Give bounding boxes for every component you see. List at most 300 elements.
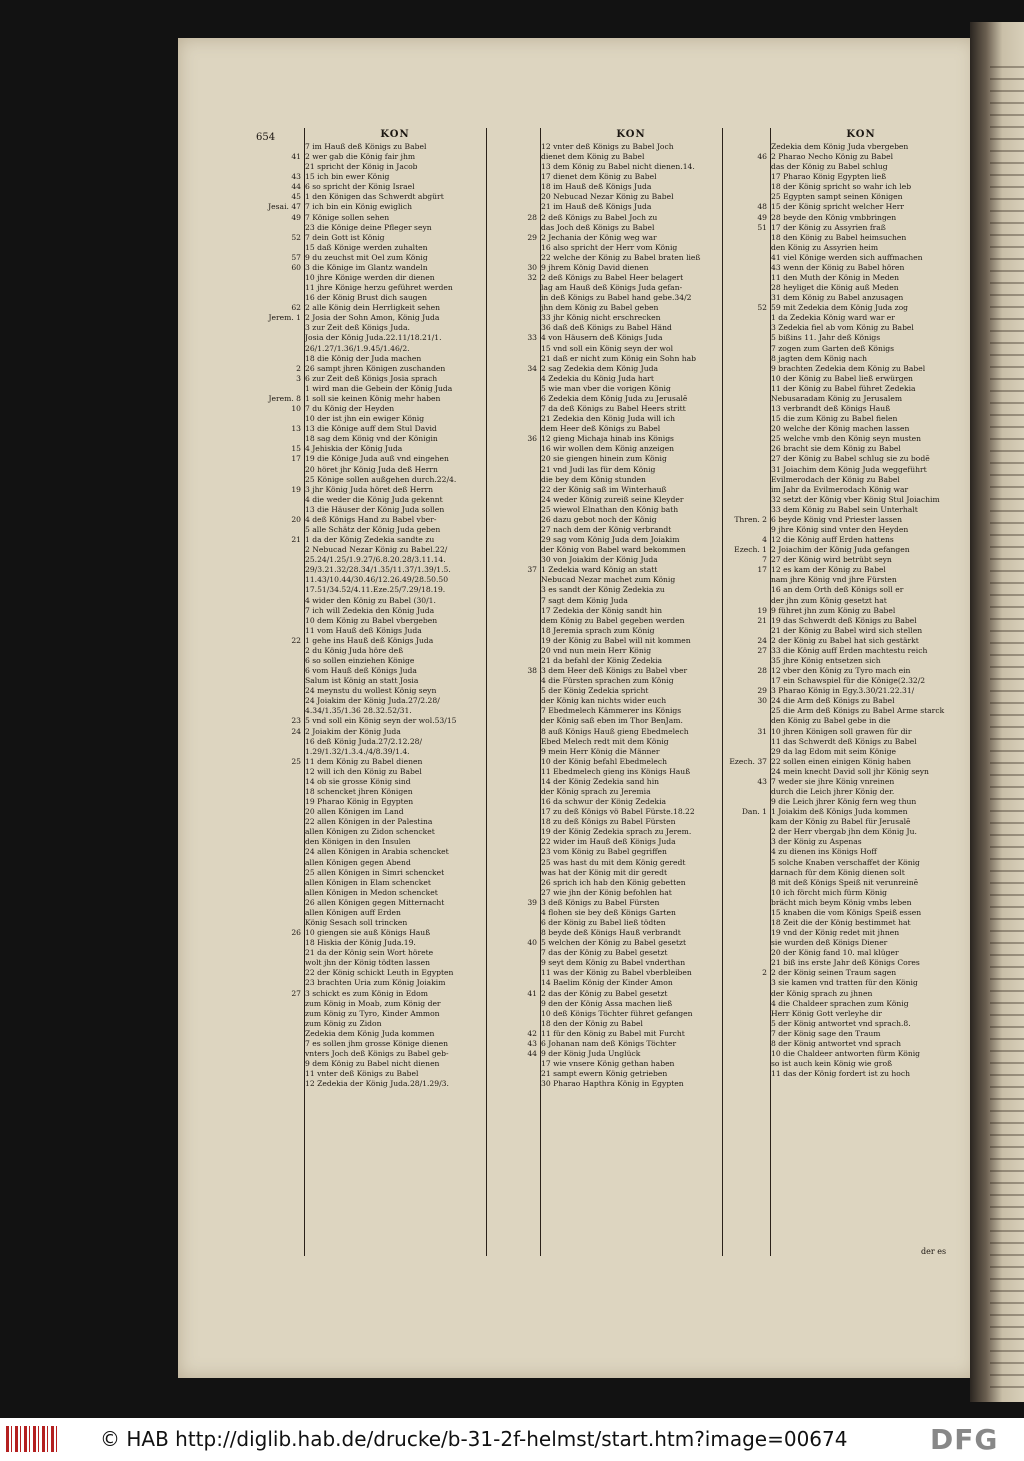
index-entry: [305, 344, 485, 354]
index-entry: [541, 817, 721, 827]
margin-reference: 20: [291, 514, 301, 524]
index-entry: [757, 696, 951, 706]
entry-text: 3 die Könige im Glantz wandeln: [305, 262, 428, 272]
index-entry: [541, 636, 721, 646]
index-entry: [771, 837, 951, 847]
index-entry: [541, 908, 721, 918]
index-entry: [757, 303, 951, 313]
entry-text: 16 da schwur der König Zedekia: [541, 797, 667, 807]
entry-text: Zedekia dem König Juda vbergeben: [771, 142, 909, 151]
entry-text: allen Königen zu Zidon schencket: [305, 827, 435, 837]
entry-text: 11 dem König zu Babel dienen: [305, 756, 423, 766]
index-entry: [771, 978, 951, 988]
entry-text: 7 der König sage den Traum: [771, 1028, 881, 1038]
entry-text: 1 da Zedekia König ward war er: [771, 313, 895, 323]
margin-reference: 52: [291, 232, 301, 242]
margin-reference: 41: [291, 152, 301, 162]
index-entry: [305, 817, 485, 827]
entry-text: 18 im Hauß deß Königs Juda: [541, 182, 652, 192]
entry-text: 14 der König Zedekia sand hin: [541, 776, 660, 786]
entry-text: vnters Joch deß Königs zu Babel geb-: [305, 1049, 449, 1059]
entry-text: Josia der König Juda.22.11/18.21/1.: [305, 333, 442, 343]
index-entry: [541, 142, 721, 152]
index-entry: [757, 222, 951, 233]
index-entry: [541, 354, 721, 364]
entry-text: 8 mit deß Königs Speiß nit verunreinē: [771, 877, 919, 887]
index-entry: [541, 344, 721, 354]
index-entry: [541, 394, 721, 404]
index-entry: [541, 243, 721, 253]
index-entry: [771, 364, 951, 374]
index-entry: [771, 243, 951, 253]
index-entry: [305, 948, 485, 958]
margin-reference: 52: [757, 303, 767, 313]
entry-text: 2 deß Königs zu Babel Joch zu: [541, 212, 658, 222]
index-entry: [541, 404, 721, 414]
margin-reference: 42: [527, 1028, 537, 1038]
entry-text: 15 knaben die vom Königs Speiß essen: [771, 907, 922, 917]
margin-reference: 13: [291, 424, 301, 434]
entry-text: Nebucad Nezar machet zum König: [541, 575, 676, 585]
index-entry: [305, 283, 485, 293]
index-entry: [541, 868, 721, 878]
entry-text: 2 der Herr vbergab jhn dem König Ju.: [771, 827, 917, 837]
entry-text: 28 beyde den König vmbbringen: [771, 212, 897, 222]
index-entry: [771, 817, 951, 827]
entry-text: 26 allen Königen gegen Mitternacht: [305, 897, 445, 907]
entry-text: 13 die Häuser der König Juda sollen: [305, 504, 445, 514]
margin-reference: 46: [757, 152, 767, 162]
entry-text: 19 das Schwerdt deß Königs zu Babel: [771, 615, 917, 625]
entry-text: 5 welchen der König zu Babel gesetzt: [541, 938, 687, 948]
index-entry: [305, 162, 485, 172]
entry-text: 1 gehe ins Hauß deß Königs Juda: [305, 635, 434, 645]
entry-text: 17 zu deß Königs vö Babel Fürste.18.22: [541, 807, 695, 817]
index-entry: [541, 152, 721, 162]
margin-reference: 37: [527, 565, 537, 575]
index-entry: [757, 666, 951, 676]
library-barcode-icon: [6, 1426, 58, 1452]
margin-reference: 40: [527, 938, 537, 948]
entry-text: das Joch deß Königs zu Babel: [541, 222, 655, 232]
index-entry: [541, 1079, 721, 1089]
index-entry: [305, 858, 485, 868]
index-entry: [771, 596, 951, 606]
margin-reference: 27: [291, 988, 301, 998]
index-entry: [762, 535, 951, 545]
margin-reference: 57: [291, 252, 301, 262]
margin-reference: 7: [762, 555, 767, 565]
entry-text: 8 jagten dem König nach: [771, 353, 868, 363]
index-entry: [757, 635, 951, 646]
entry-text: 20 sie giengen hinein zum König: [541, 454, 667, 464]
entry-text: den König zu Babel gebe in die: [771, 716, 891, 726]
entry-text: 16 deß König Juda.27/2.12.28/: [305, 736, 423, 746]
margin-reference: Jesai. 47: [268, 202, 301, 212]
entry-text: 3 Pharao König in Egy.3.30/21.22.31/: [771, 686, 915, 696]
index-entry: [541, 495, 721, 505]
index-entry: [541, 1069, 721, 1079]
index-entry: [541, 253, 721, 263]
index-entry: [305, 606, 485, 616]
entry-text: 20 der König fand 10. mal klüger: [771, 948, 899, 958]
index-entry: [541, 948, 721, 958]
index-entry: [771, 283, 951, 293]
index-entry: [541, 454, 721, 464]
entry-text: 9 jhre König sind vnter den Heyden: [771, 524, 909, 534]
index-entry: [305, 676, 485, 686]
index-entry: [541, 485, 721, 495]
margin-reference: 24: [757, 635, 767, 645]
entry-text: 16 der König Brust dich saugen: [305, 293, 427, 303]
index-entry: [757, 605, 951, 616]
column-heading: KON: [380, 129, 410, 140]
column-heading: KON: [616, 129, 646, 140]
entry-text: 5 wie man vber die vorigen König: [541, 383, 671, 393]
index-entry: [771, 878, 951, 888]
margin-reference: 44: [527, 1049, 537, 1059]
entry-text: 6 zur Zeit deß Königs Josia sprach: [305, 373, 438, 383]
entry-text: 27 wie jhn der König befohlen hat: [541, 887, 672, 897]
margin-reference: 17: [291, 454, 301, 464]
entry-text: 1 Zedekia ward König an statt: [541, 565, 658, 575]
entry-text: 4 wider den König zu Babel (30/1.: [305, 595, 436, 605]
entry-text: 9 du zeuchst mit Oel zum König: [305, 252, 428, 262]
entry-text: 18 Hiskia der König Juda.19.: [305, 938, 416, 948]
entry-text: 27 nach dem der König verbrandt: [541, 524, 672, 534]
entry-text: 5 vnd soll ein König seyn der wol.53/15: [305, 716, 457, 726]
entry-text: 8 der König antwortet vnd sprach: [771, 1038, 901, 1048]
entry-text: 1 Joiakim deß Königs Juda kommen: [771, 807, 908, 817]
entry-text: der König von Babel ward bekommen: [541, 545, 686, 555]
entry-text: im Jahr da Evilmerodach König war: [771, 484, 909, 494]
index-entry: [757, 152, 951, 162]
index-entry: [291, 444, 485, 454]
entry-text: allen Königen in Elam schencket: [305, 877, 431, 887]
entry-text: 10 dem König zu Babel vbergeben: [305, 615, 438, 625]
entry-text: 6 so sollen einziehen Könige: [305, 655, 415, 665]
index-entry: [305, 223, 485, 233]
index-entry: [305, 616, 485, 626]
entry-text: 23 brachten Uria zum König Joiakim: [305, 978, 446, 988]
entry-text: 2 wer gab die König fair jhm: [305, 152, 416, 162]
entry-text: 7 ich will Zedekia den König Juda: [305, 605, 435, 615]
index-entry: [305, 918, 485, 928]
entry-text: 18 schencket jhren Königen: [305, 787, 413, 796]
entry-text: 17 dienet dem König zu Babel: [541, 172, 657, 182]
index-entry: [291, 988, 485, 999]
index-entry: [291, 152, 485, 162]
index-entry: [291, 756, 485, 767]
index-entry: [541, 616, 721, 626]
margin-reference: Ezech. 37: [729, 756, 767, 766]
entry-text: 4.34/1.35/1.36 28.32.52/31.: [305, 706, 412, 716]
entry-text: 9 den der König Assa machen ließ: [541, 998, 673, 1008]
index-entry: [305, 646, 485, 656]
index-entry: [305, 333, 485, 343]
index-entry: [771, 626, 951, 636]
index-entry: [305, 777, 485, 787]
index-entry: [305, 475, 485, 485]
margin-reference: 26: [291, 928, 301, 938]
margin-reference: 36: [527, 434, 537, 444]
entry-text: 14 ob sie grosse König sind: [305, 776, 411, 786]
index-entry: [757, 726, 951, 737]
entry-text: 26 sampt jhren Königen zuschanden: [305, 363, 446, 373]
entry-text: 36 daß deß Königs zu Babel Händ: [541, 323, 672, 333]
entry-text: 5 der König Zedekia spricht: [541, 686, 649, 696]
entry-text: 9 brachten Zedekia dem König zu Babel: [771, 363, 926, 373]
entry-text: 11 den Muth der König in Meden: [771, 273, 900, 283]
entry-text: 22 der König schickt Leuth in Egypten: [305, 968, 454, 978]
entry-text: 1.29/1.32/1.3.4./4/8.39/1.4.: [305, 746, 410, 756]
entry-text: 22 der König saß im Winterhauß: [541, 484, 667, 494]
entry-text: 17 ein Schawspiel für die Könige(2.32/2: [771, 676, 926, 686]
index-entry: [291, 262, 485, 273]
entry-text: 16 wir wollen dem König anzeigen: [541, 444, 674, 454]
index-entry: [296, 363, 485, 374]
index-entry: [771, 414, 951, 424]
entry-text: König Sesach soll trincken: [305, 918, 408, 928]
entry-text: 24 mein knecht David soll jhr König seyn: [771, 766, 929, 776]
margin-reference: 62: [291, 303, 301, 313]
index-entry: [291, 252, 485, 263]
entry-text: was hat der König mit dir geredt: [541, 867, 668, 877]
margin-reference: 49: [757, 212, 767, 222]
index-entry: [527, 988, 721, 999]
index-entry: [771, 1009, 951, 1019]
index-entry: [541, 727, 721, 737]
entry-text: 21 sampt ewern König getrieben: [541, 1069, 668, 1079]
margin-reference: 28: [527, 212, 537, 222]
margin-reference: 60: [291, 262, 301, 272]
margin-reference: 43: [757, 776, 767, 786]
entry-text: 18 Zeit die der König bestimmet hat: [771, 918, 911, 928]
entry-text: 21 vnd Judi las für dem König: [541, 464, 656, 474]
index-entry: [527, 262, 721, 273]
entry-text: 9 jhrem König David dienen: [541, 262, 649, 272]
index-entry: [541, 223, 721, 233]
copyright-url[interactable]: © HAB http://diglib.hab.de/drucke/b-31-2f-helmst/start.htm?image=00674: [100, 1427, 848, 1451]
index-entry: [291, 182, 485, 192]
index-entry: [305, 1069, 485, 1079]
entry-text: 19 der König Zedekia sprach zu Jerem.: [541, 827, 692, 837]
entry-text: 17 wie vnsere König gethan haben: [541, 1059, 675, 1069]
entry-text: 10 giengen sie auß Königs Hauß: [305, 928, 431, 938]
entry-text: Evilmerodach der König zu Babel: [771, 474, 900, 484]
margin-reference: 41: [527, 988, 537, 998]
entry-text: 24 allen Königen in Arabia schencket: [305, 847, 449, 857]
entry-text: 25.24/1.25/1.9.27/6.8.20.28/3.11.14.: [305, 555, 446, 565]
index-entry: [541, 1019, 721, 1029]
index-entry: [771, 706, 951, 716]
entry-text: 29 sag vom König Juda dem Joiakim: [541, 535, 680, 545]
index-entry: [541, 978, 721, 988]
entry-text: 6 beyde König vnd Priester lassen: [771, 514, 903, 524]
entry-text: 2 Joiakim der König Juda: [305, 726, 401, 736]
entry-text: 10 der ist jhn ein ewiger König: [305, 414, 425, 424]
index-entry: [771, 1059, 951, 1069]
entry-text: zum König zu Zidon: [305, 1018, 382, 1028]
index-entry: [771, 676, 951, 686]
entry-text: 3 sie kamen vnd tratten für den König: [771, 978, 918, 988]
index-entry: [291, 454, 485, 464]
entry-text: 12 will ich den König zu Babel: [305, 766, 422, 776]
entry-text: 25 wiewol Elnathan den König bath: [541, 504, 679, 514]
entry-text: Zedekia dem König Juda kommen: [305, 1028, 435, 1038]
index-entry: [541, 465, 721, 475]
index-entry: [741, 807, 951, 817]
entry-text: 23 die Könige deine Pfleger seyn: [305, 222, 432, 232]
index-entry: [305, 787, 485, 797]
entry-text: 3 dem Heer deß Königs zu Babel vber: [541, 666, 688, 676]
entry-text: 2 Nebucad Nezar König zu Babel.22/: [305, 545, 448, 555]
entry-text: 7 es sollen jhm grosse Könige dienen: [305, 1038, 448, 1048]
index-entry: [541, 928, 721, 938]
index-entry: [305, 626, 485, 636]
entry-text: 2 Jechania der König weg war: [541, 232, 657, 242]
entry-text: 5 solche Knaben verschaffet der König: [771, 857, 920, 867]
index-entry: [541, 757, 721, 767]
index-entry: [541, 192, 721, 202]
margin-reference: 44: [291, 182, 301, 192]
margin-reference: Thren. 2: [734, 514, 767, 524]
margin-reference: 51: [757, 222, 767, 232]
index-entry: [527, 273, 721, 283]
entry-text: 32 setzt der König vber König Stul Joiachim: [771, 494, 940, 504]
entry-text: 18 Jeremia sprach zum König: [541, 625, 655, 635]
margin-reference: 30: [757, 696, 767, 706]
index-entry: [541, 747, 721, 757]
entry-text: 11 Ebedmelech gieng ins Königs Hauß: [541, 766, 691, 776]
entry-text: 18 den der König zu Babel: [541, 1018, 643, 1028]
index-entry: [527, 1049, 721, 1059]
index-entry: [541, 646, 721, 656]
entry-text: 10 die Chaldeer antworten fürm König: [771, 1049, 921, 1059]
entry-text: 20 vnd nun mein Herr König: [541, 645, 652, 655]
index-entry: [541, 535, 721, 545]
index-entry: [541, 424, 721, 434]
entry-text: 21 spricht der König in Jacob: [305, 162, 418, 172]
index-entry: [305, 898, 485, 908]
entry-text: Herr König Gott verleyhe dir: [771, 1008, 882, 1018]
entry-text: 7 Könige sollen sehen: [305, 212, 390, 222]
index-entry: [305, 686, 485, 696]
entry-text: 10 ich förcht mich fürm König: [771, 887, 888, 897]
index-entry: [527, 212, 721, 223]
margin-reference: 10: [291, 404, 301, 414]
entry-text: 4 die Fürsten sprachen zum König: [541, 676, 674, 686]
entry-text: 2 der König zu Babel hat sich gestärkt: [771, 635, 919, 645]
index-entry: [527, 938, 721, 948]
margin-reference: 15: [291, 444, 301, 454]
margin-reference: 28: [757, 666, 767, 676]
entry-text: 19 Pharao König in Egypten: [305, 797, 414, 807]
index-entry: [305, 414, 485, 424]
catchword: der es: [921, 1247, 947, 1256]
entry-text: 7 weder sie jhre König vnreinen: [771, 776, 895, 786]
margin-reference: 32: [527, 273, 537, 283]
index-entry: [757, 645, 951, 656]
entry-text: 7 du König der Heyden: [305, 404, 395, 414]
entry-text: 22 sollen einen einigen König haben: [771, 756, 912, 766]
index-entry: [541, 676, 721, 686]
index-entry: [541, 182, 721, 192]
index-entry: [771, 263, 951, 273]
entry-text: 11 jhre Könige herzu geführet werden: [305, 283, 453, 293]
margin-reference: 19: [291, 484, 301, 494]
index-entry: [771, 928, 951, 938]
margin-reference: 25: [291, 756, 301, 766]
index-entry: [771, 1069, 951, 1079]
entry-text: 12 Zedekia der König Juda.28/1.29/3.: [305, 1079, 449, 1089]
index-entry: [305, 323, 485, 333]
index-entry: [291, 514, 485, 525]
index-entry: [268, 313, 485, 323]
index-entry: [541, 1059, 721, 1069]
index-entry: [541, 888, 721, 898]
index-entry: [296, 373, 485, 384]
entry-text: zum König in Moab, zum König der: [305, 998, 441, 1008]
entry-text: darnach für dem König dienen solt: [771, 867, 905, 877]
index-entry: [771, 908, 951, 918]
entry-text: 13 dem König zu Babel nicht dienen.14.: [541, 162, 695, 172]
entry-text: 5 bißins 11. Jahr deß Königs: [771, 333, 881, 343]
entry-text: 11 für den König zu Babel mit Furcht: [541, 1028, 685, 1038]
column-lines: [268, 142, 485, 1089]
entry-text: 2 sag Zedekia dem König Juda: [541, 363, 658, 373]
index-entry: [305, 938, 485, 948]
index-entry: [541, 918, 721, 928]
entry-text: 15 daß Könige werden zuhalten: [305, 242, 428, 252]
index-entry: [771, 475, 951, 485]
adjacent-page-text: [990, 60, 1024, 1390]
entry-text: 21 Zedekia den König Juda will ich: [541, 414, 675, 424]
index-entry: [305, 797, 485, 807]
index-entry: [734, 545, 951, 555]
entry-text: 4 die Chaldeer sprachen zum König: [771, 998, 909, 1008]
index-entry: [757, 202, 951, 212]
entry-text: 18 der König spricht so wahr ich leb: [771, 182, 912, 192]
margin-reference: 34: [527, 363, 537, 373]
entry-text: 17.51/34.52/4.11.Eze.25/7.29/18.19.: [305, 585, 446, 595]
index-entry: [541, 303, 721, 313]
index-entry: [771, 827, 951, 837]
index-entry: [527, 434, 721, 444]
margin-reference: 23: [291, 716, 301, 726]
index-entry: [771, 384, 951, 394]
margin-reference: 39: [527, 897, 537, 907]
index-entry: [771, 868, 951, 878]
entry-text: 24 meynstu du wollest König seyn: [305, 686, 437, 696]
entry-text: 26 dazu gebot noch der König: [541, 514, 657, 524]
entry-text: 22 wider im Hauß deß Königs Juda: [541, 837, 676, 847]
index-entry: [305, 243, 485, 253]
index-entry: [541, 878, 721, 888]
margin-reference: 30: [527, 262, 537, 272]
index-entry: [305, 495, 485, 505]
index-entry: [268, 393, 485, 404]
entry-text: 22 welche der König zu Babel braten ließ: [541, 252, 701, 262]
index-entry: [541, 626, 721, 636]
entry-text: 4 die weder die König Juda gekennt: [305, 494, 443, 504]
entry-text: 20 welche der König machen lassen: [771, 424, 910, 434]
index-entry: [291, 172, 485, 182]
index-entry: [291, 484, 485, 495]
index-entry: [771, 525, 951, 535]
entry-text: 17 Zedekia der König sandt hin: [541, 605, 663, 615]
index-entry: [305, 585, 485, 595]
